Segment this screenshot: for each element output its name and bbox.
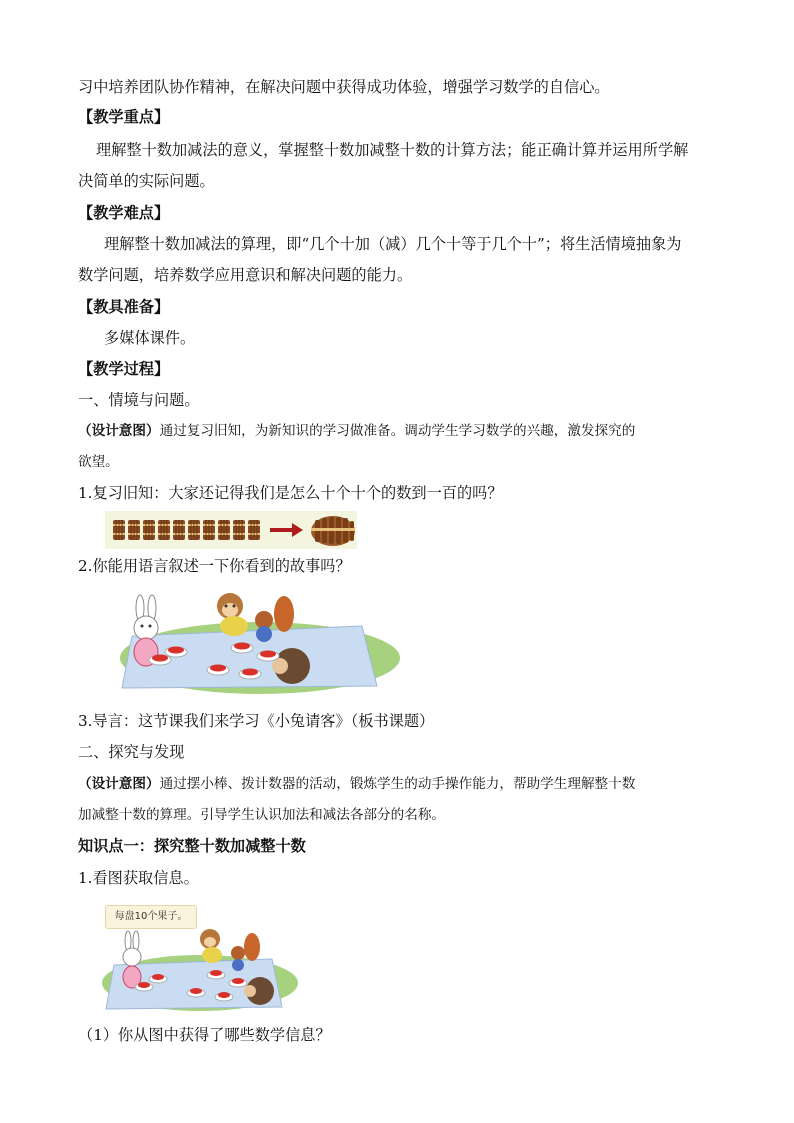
fruit-plate (165, 647, 187, 658)
text-line: 理解整十数加减法的算理，即“几个十加（减）几个十等于几个十”；将生活情境抽象为 (104, 235, 682, 253)
picnic-scene-illustration-2 (100, 925, 300, 1013)
text-line: 多媒体课件。 (104, 329, 196, 347)
step-1: 1.看图获取信息。 (78, 869, 199, 887)
stick-bundle-icon (113, 520, 125, 540)
heading-teaching-difficulty: 【教学难点】 (78, 204, 170, 222)
monkey-character (217, 593, 248, 636)
design-intent-label: （设计意图） (78, 776, 160, 792)
counting-sticks-figure (105, 511, 357, 549)
section-title: 一、情境与问题。 (78, 391, 200, 409)
fruit-plate (149, 655, 171, 666)
sub-question-1: （1）你从图中获得了哪些数学信息？ (78, 1026, 331, 1044)
design-intent-text: 通过复习旧知，为新知识的学习做准备。调动学生学习数学的兴趣，激发探究的 (159, 423, 636, 439)
knowledge-point-title: 知识点一：探究整十数加减整十数 (78, 837, 306, 855)
section-title: 二、探究与发现 (78, 743, 185, 761)
text-line: 决简单的实际问题。 (78, 172, 215, 190)
design-intent-label: （设计意图） (78, 423, 160, 439)
fruit-plate (257, 651, 279, 662)
design-intent-text: 通过摆小棒、拨计数器的活动，锻炼学生的动手操作能力，帮助学生理解整十数 (159, 776, 636, 792)
rabbit-character (123, 931, 141, 988)
design-intent-cont: 欲望。 (78, 454, 119, 470)
figure-note: 每盘10个果子。 (105, 905, 197, 929)
text-line: 数学问题，培养数学应用意识和解决问题的能力。 (78, 266, 413, 284)
question-2: 2.你能用语言叙述一下你看到的故事吗？ (78, 557, 351, 575)
fruit-plate (231, 643, 253, 654)
fruit-plate (207, 665, 229, 676)
question-3: 3.导言：这节课我们来学习《小兔请客》（板书课题） (78, 712, 435, 730)
fruit-plate (239, 669, 261, 680)
heading-teaching-focus: 【教学重点】 (78, 108, 170, 126)
text-line: 理解整十数加减法的意义，掌握整十数加减整十数的计算方法；能正确计算并运用所学解 (96, 141, 689, 159)
design-intent-cont: 加减整十数的算理。引导学生认识加法和减法各部分的名称。 (78, 807, 446, 823)
design-intent (78, 774, 728, 794)
design-intent (78, 421, 728, 441)
heading-teaching-process: 【教学过程】 (78, 360, 170, 378)
text-line: 习中培养团队协作精神，在解决问题中获得成功体验，增强学习数学的自信心。 (78, 78, 610, 96)
question-1: 1.复习旧知：大家还记得我们是怎么十个十个的数到一百的吗？ (78, 484, 503, 502)
big-bundle-icon (311, 516, 355, 546)
picnic-scene-illustration (112, 586, 402, 698)
monkey-character (200, 929, 222, 963)
heading-teaching-tools: 【教具准备】 (78, 298, 170, 316)
